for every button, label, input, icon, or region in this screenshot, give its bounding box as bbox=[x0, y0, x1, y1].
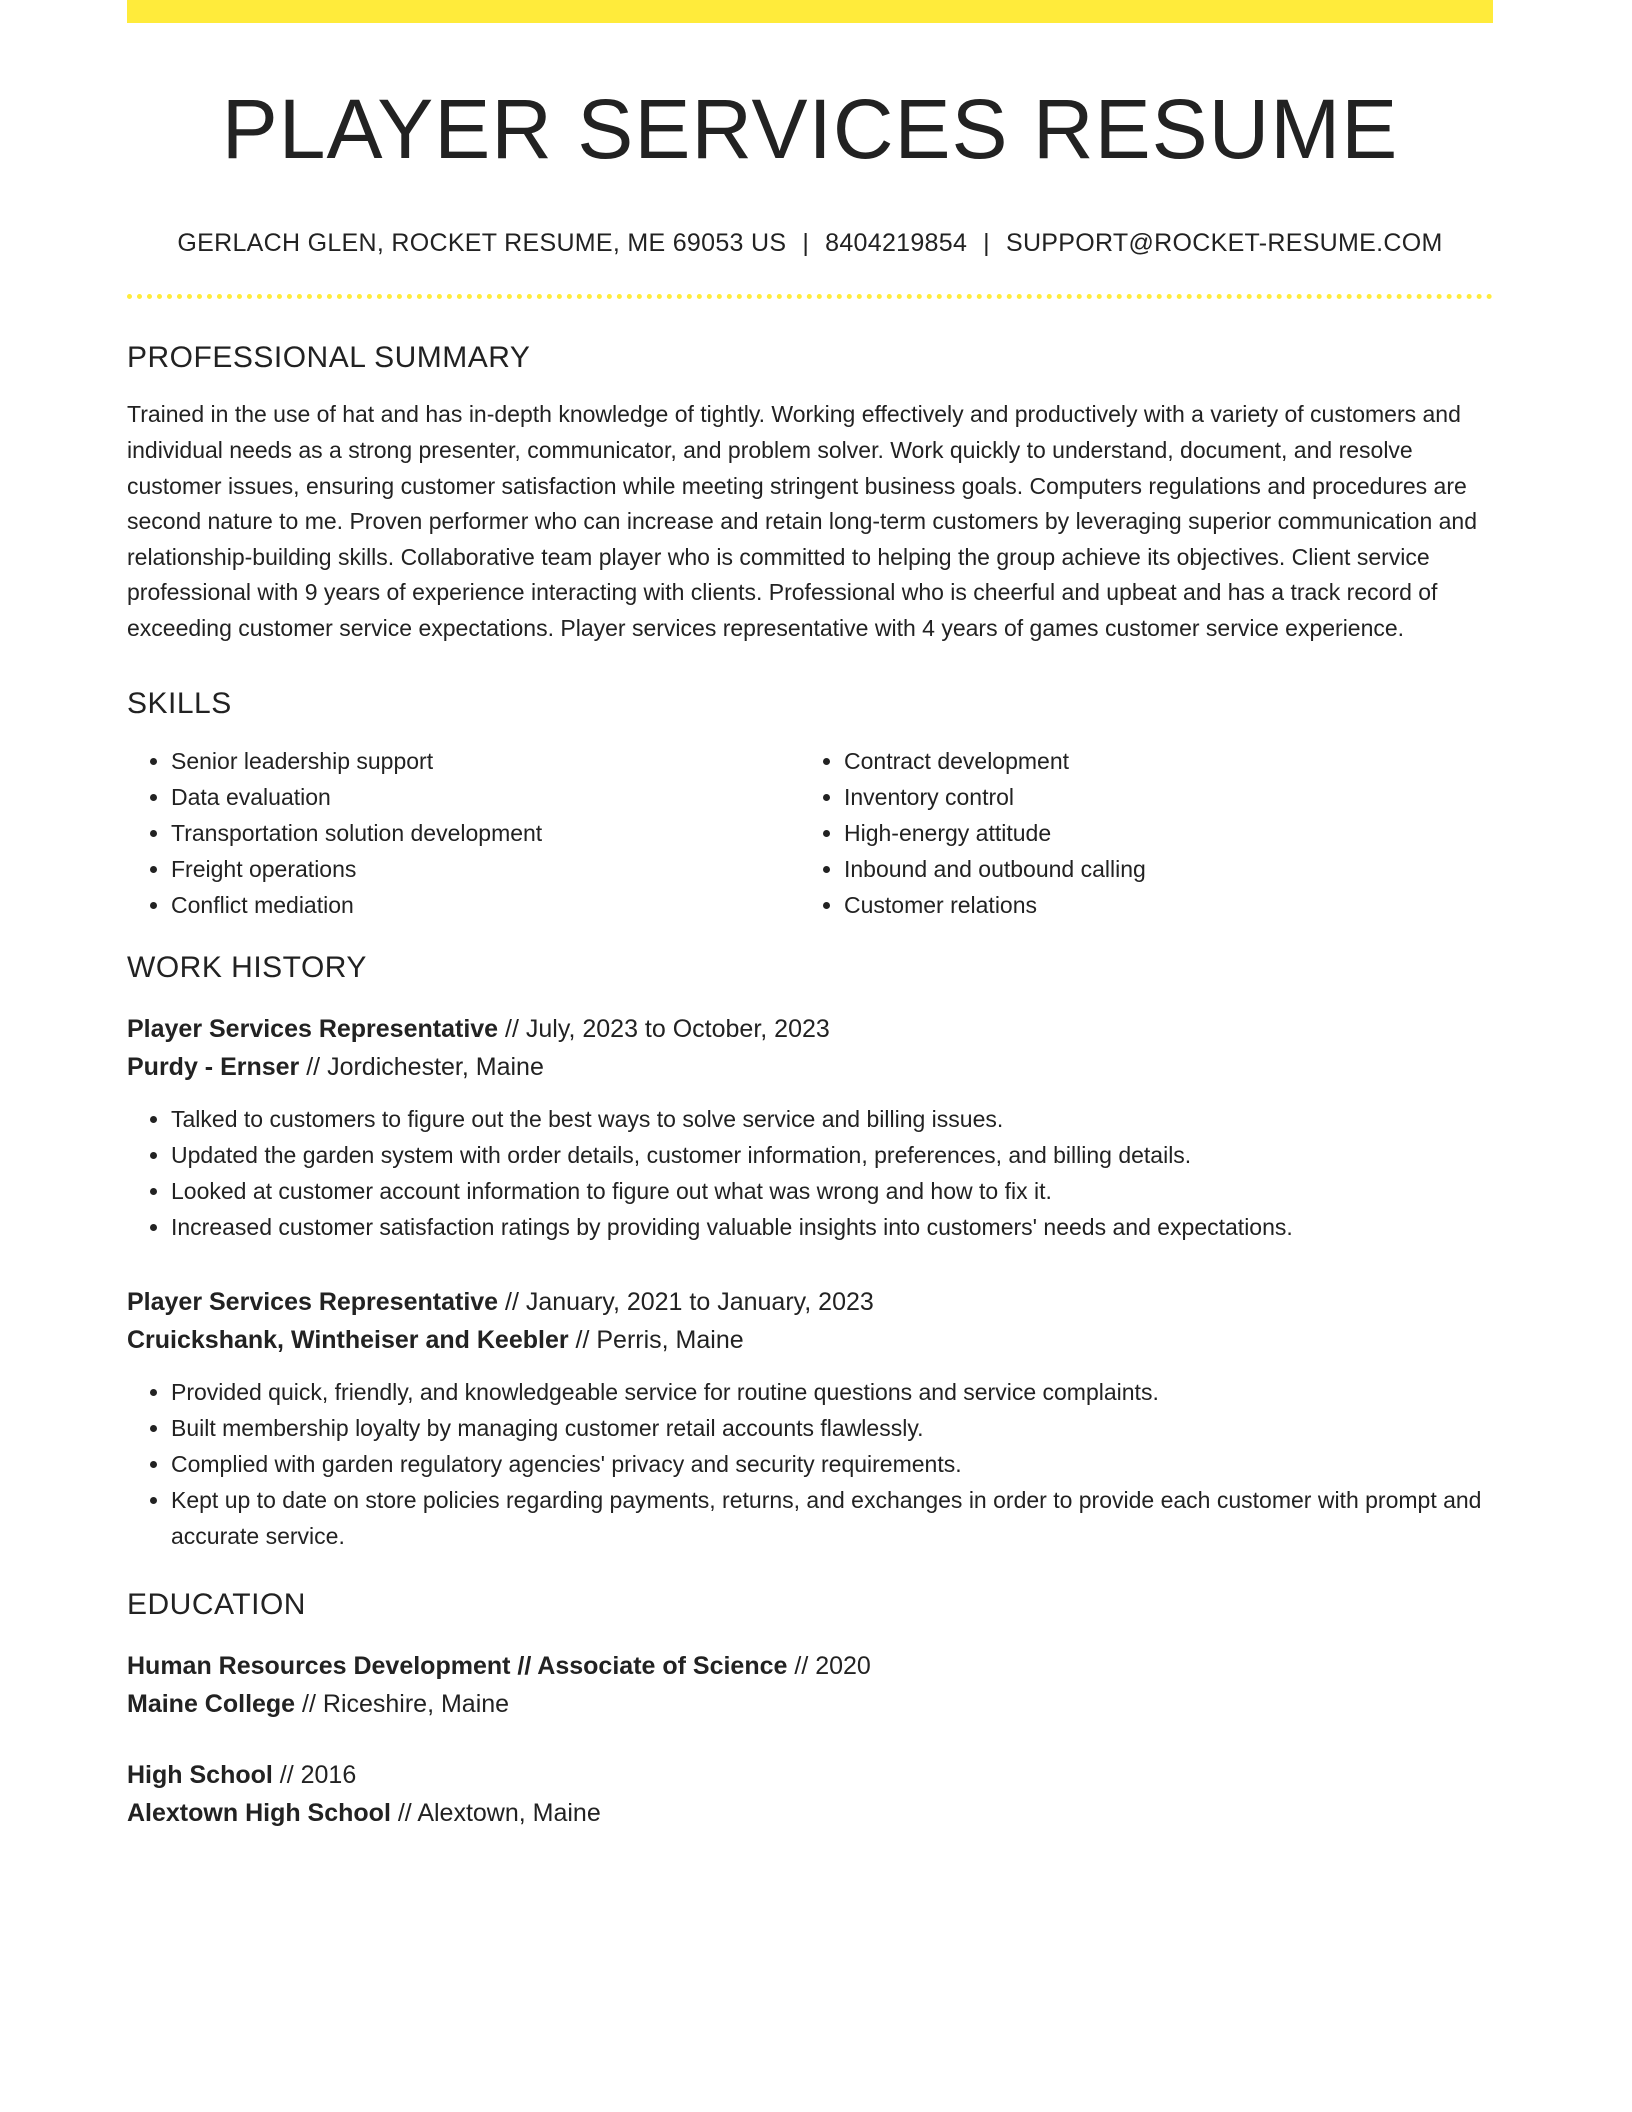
resume-page bbox=[127, 0, 1493, 1832]
skill-item: • Senior leadership support bbox=[171, 743, 800, 779]
skill-item: • Conflict mediation bbox=[171, 887, 800, 923]
job-bullet: • Built membership loyalty by managing customer retail accounts flawlessly. bbox=[171, 1410, 1493, 1446]
job-entry bbox=[127, 1010, 1493, 1245]
education-year: // 2020 bbox=[794, 1651, 871, 1680]
job-company-line bbox=[127, 1321, 1493, 1359]
work-history-heading: WORK HISTORY bbox=[127, 950, 367, 984]
skill-item: • Freight operations bbox=[171, 851, 800, 887]
education-degree: Human Resources Development // Associate of Science bbox=[127, 1651, 788, 1680]
contact-separator: | bbox=[802, 229, 810, 258]
page-title: PLAYER SERVICES RESUME bbox=[221, 82, 1399, 176]
job-company: Purdy - Ernser bbox=[127, 1052, 300, 1081]
job-title-line bbox=[127, 1283, 1493, 1321]
summary-heading: PROFESSIONAL SUMMARY bbox=[127, 341, 531, 375]
education-entry bbox=[127, 1647, 1493, 1723]
skills-heading: SKILLS bbox=[127, 686, 232, 720]
skill-item: • High-energy attitude bbox=[844, 815, 1473, 851]
contact-separator: | bbox=[983, 229, 990, 258]
education-degree-line bbox=[127, 1756, 1493, 1794]
job-bullet: • Looked at customer account information to figure out what was wrong and how to fix it. bbox=[171, 1173, 1493, 1209]
skills-column-right bbox=[800, 743, 1473, 923]
job-location: // Perris, Maine bbox=[575, 1325, 744, 1354]
skill-item: • Data evaluation bbox=[171, 779, 800, 815]
job-dates: // January, 2021 to January, 2023 bbox=[505, 1287, 874, 1316]
skill-item: • Transportation solution development bbox=[171, 815, 800, 851]
job-dates: // July, 2023 to October, 2023 bbox=[505, 1014, 830, 1043]
skills-list bbox=[127, 743, 1493, 923]
education-school: Maine College bbox=[127, 1689, 296, 1718]
job-entry bbox=[127, 1283, 1493, 1554]
education-school: Alextown High School bbox=[127, 1798, 391, 1827]
job-bullet: • Kept up to date on store policies regarding payments, returns, and exchanges in order to provide each customer with prompt and accurate service. bbox=[171, 1482, 1493, 1554]
job-bullet: • Increased customer satisfaction ratings by providing valuable insights into customers' needs and expectations. bbox=[171, 1209, 1493, 1245]
contact-email: SUPPORT@ROCKET-RESUME.COM bbox=[1005, 229, 1443, 258]
contact-address: GERLACH GLEN, ROCKET RESUME, ME 69053 US bbox=[177, 229, 787, 258]
education-location: // Alextown, Maine bbox=[397, 1798, 601, 1827]
job-title: Player Services Representative bbox=[127, 1014, 499, 1043]
contact-phone: 8404219854 bbox=[825, 229, 968, 258]
education-year: // 2016 bbox=[279, 1760, 357, 1789]
top-accent-bar bbox=[127, 0, 1493, 23]
job-title-line bbox=[127, 1010, 1493, 1048]
education-school-line bbox=[127, 1685, 1493, 1723]
job-bullet: • Updated the garden system with order details, customer information, preferences, and billing details. bbox=[171, 1137, 1493, 1173]
contact-line bbox=[127, 229, 1493, 258]
education-degree: High School bbox=[127, 1760, 273, 1789]
education-heading: EDUCATION bbox=[127, 1587, 306, 1621]
job-company-line bbox=[127, 1048, 1493, 1086]
skills-column-left bbox=[127, 743, 800, 923]
job-bullet: • Complied with garden regulatory agencies' privacy and security requirements. bbox=[171, 1446, 1493, 1482]
education-school-line bbox=[127, 1794, 1493, 1832]
skill-item: • Customer relations bbox=[844, 887, 1473, 923]
skill-item: • Contract development bbox=[844, 743, 1473, 779]
education-location: // Riceshire, Maine bbox=[302, 1689, 510, 1718]
job-bullet: • Talked to customers to figure out the best ways to solve service and billing issues. bbox=[171, 1101, 1493, 1137]
job-location: // Jordichester, Maine bbox=[306, 1052, 544, 1081]
dotted-divider bbox=[127, 294, 1493, 299]
skill-item: • Inventory control bbox=[844, 779, 1473, 815]
job-bullet: • Provided quick, friendly, and knowledgeable service for routine questions and service complaints. bbox=[171, 1374, 1493, 1410]
education-degree-line bbox=[127, 1647, 1493, 1685]
education-entry bbox=[127, 1756, 1493, 1832]
skill-item: • Inbound and outbound calling bbox=[844, 851, 1473, 887]
job-bullets bbox=[127, 1101, 1493, 1245]
job-title: Player Services Representative bbox=[127, 1287, 499, 1316]
job-bullets bbox=[127, 1374, 1493, 1554]
summary-paragraph: Trained in the use of hat and has in-depth knowledge of tightly. Working effectively and productively with a variety of customers and individual needs as a strong presenter, communicator, and problem solver. Work quickly to understand, document, and resolve customer issues, ensuring customer satisfaction while meeting stringent business goals. Computers regulations and procedures are second nature to me. Proven performer who can increase and retain long-term customers by leveraging superior communication and relationship-building skills. Collaborative team player who is committed to helping the group achieve its objectives. Client service professional with 9 years of experience interacting with clients. Professional who is cheerful and upbeat and has a track record of exceeding customer service expectations. Player services representative with 4 years of games customer service experience. bbox=[127, 401, 1478, 641]
job-company: Cruickshank, Wintheiser and Keebler bbox=[127, 1325, 569, 1354]
